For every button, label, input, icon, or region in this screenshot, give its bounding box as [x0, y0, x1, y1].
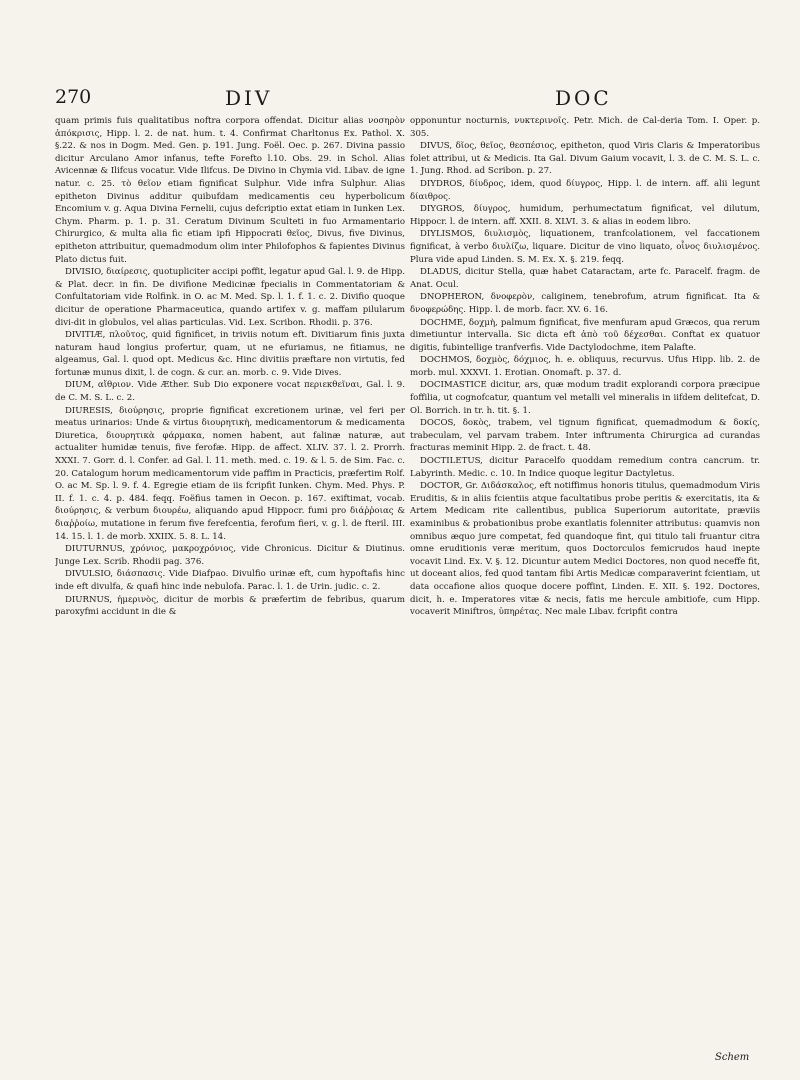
- entry-paragraph: DIYDROS, δίυδρος, idem, quod δίυγρος, Hipp. l. de intern. aff. alii legunt δίαιθρος.: [410, 178, 760, 202]
- left-column: [55, 115, 405, 1050]
- running-head-left: DIV: [225, 86, 273, 110]
- right-column: [410, 115, 760, 1050]
- entry-paragraph: DNOPHERON, δνοφερὸν, caliginem, tenebrofum, atrum fignificat. Ita & δνοφερώδης. Hipp. l. de morb. facr. XV. 6. 16.: [410, 292, 760, 315]
- entry-paragraph: DIUM, αἴθριον. Vide Æther. Sub Dio exponere vocat περιεκθεῖναι, Gal. l. 9. de C. M. S. L. c. 2.: [55, 380, 405, 404]
- entry-paragraph: DIVULSIO, διάσπασις. Vide Diafpao. Divulfio urinæ eft, cum hypoftafis hinc inde eft divulfa, & quafi hinc inde nebulofa. Parac. l. 1. de Urin. judic. c. 2.: [55, 569, 405, 592]
- entry-paragraph: DOCTOR, Gr. Διδάσκαλος, eft notiffimus honoris titulus, quemadmodum Viris Eruditis, & in aliis fcientiis atque facultatibus probe peritis & exercitatis, ita & Artem Medicam rite callentibus, publica Superiorum autoritate, præviis examinibus & probationibus probe exantlatis folenniter attributus: quamvis non omnibus æquo jure competat, fed quandoque fint, qui titulo tali fruantur citra omne eruditionis veræ meritum, quos Doctorculos femicrudos haud inepte vocavit Lind. Ex. V. §. 12. Dicuntur autem Medici Doctores, non quod neceffe fit, ut doceant alios, fed quod tantam fibi Artis Medicæ comparaverint fcientiam, ut data occafione alios quoque docere poffint, Linden. E. XII. §. 192. Doctores, dicit, h. e. Imperatores vitæ & necis, fatis me hercule ambitiofe, cum Hipp. vocaverit Miniftros, ὑπηρέτας. Nec male Libav. fcripfit contra: [410, 481, 760, 618]
- entry-paragraph: DIURNUS, ἡμερινὸς, dicitur de morbis & præfertim de febribus, quarum paroxyfmi accidunt in die &: [55, 594, 405, 618]
- entry-paragraph: DIYLISMOS, διυλισμὸς, liquationem, tranfcolationem, vel faccationem fignificat, à verbo διυλίζω, liquare. Dicitur de vino liquato, οἶνος διυλισμένος. Plura vide apud Linden. S. M. Ex. X. §. 219. feqq.: [410, 229, 760, 265]
- entry-paragraph: DOCOS, δοκὸς, trabem, vel tignum fignificat, quemadmodum & δοκίς, trabeculam, vel parvam trabem. Inter inftrumenta Chirurgica ad curandas fracturas meminit Hipp. 2. de fract. t. 48.: [410, 418, 760, 454]
- entry-paragraph: opponuntur nocturnis, νυκτερινοῖς. Petr. Mich. de Cal-deria Tom. I. Oper. p. 305.: [410, 116, 760, 139]
- entry-paragraph: DOCHME, δοχμὴ, palmum fignificat, five menfuram apud Græcos, qua rerum dimetiuntur intervalla. Sic dicta eft ἀπὸ τοῦ δέχεσθαι. Conftat ex quatuor digitis, fubintellige tranfverfis. Vide Dactylodochme, item Palafte.: [410, 317, 760, 353]
- entry-paragraph: DIURESIS, διούρησις, proprie fignificat excretionem urinæ, vel feri per meatus urinarios: Unde & virtus διουρητικὴ, medicamentorum & medicamenta Diuretica, διουρητικὰ φάρμακα, nomen habent, aut falinæ naturæ, aut actualiter humidæ tenuis, five ferofæ. Hipp. de affect. XLIV. 37. l. 2. Prorrh. XXXI. 7. Gorr. d. l. Confer. ad Gal. l. 11. meth. med. c. 19. & l. 5. de Sim. Fac. c. 20. Catalogum horum medicamentorum vide paffim in Practicis, præfertim Rolf. O. ac M. Sp. l. 9. f. 4. Egregie etiam de iis fcripfit Iunken. Chym. Med. Phys. P. II. f. 1. c. 4. p. 484. feqq. Foëfius tamen in Oecon. p. 167. exiftimat, vocab. διούρησις, & verbum διουρέω, aliquando apud Hippocr. fumi pro διάῤῥοιας & διαῤῥοίω, mutatione in ferum five ferefcentia, ferofum fieri, v. g. l. de fteril. III. 14. 15. l. 1. de morb. XXIIX. 5. 8. L. 14.: [55, 405, 405, 542]
- running-head-right: DOC: [555, 86, 612, 110]
- entry-paragraph: DOCHMOS, δοχμὸς, δόχμιος, h. e. obliquus, recurvus. Ufus Hipp. lib. 2. de morb. mul. XXXVI. 1. Erotian. Onomaft. p. 37. d.: [410, 355, 760, 378]
- entry-paragraph: DIVISIO, διαίρεσις, quotupliciter accipi poffit, legatur apud Gal. l. 9. de Hipp. & Plat. decr. in fin. De divifione Medicinæ fpecialis in Commentatoriam & Confultatoriam vide Rolfink. in O. ac M. Med. Sp. l. 1. f. 1. c. 2. Divifio quoque dicitur de operatione Pharmaceutica, quando artifex v. g. maffam pilularum divi-dit in globulos, vel alias particulas. Vid. Lex. Scribon. Rhodii. p. 376.: [55, 267, 405, 328]
- entry-paragraph: DIYGROS, δίυγρος, humidum, perhumectatum fignificat, vel dilutum, Hippocr. l. de intern. aff. XXII. 8. XLVI. 3. & alias in eodem libro.: [410, 204, 760, 227]
- entry-paragraph: DIUTURNUS, χρόνιος, μακροχρόνιος, vide Chronicus. Dicitur & Diutinus. Junge Lex. Scrib. Rhodii pag. 376.: [55, 544, 405, 567]
- entry-paragraph: DOCTILETUS, dicitur Paracelfo quoddam remedium contra cancrum. tr. Labyrinth. Medic. c. 10. In Indice quoque legitur Dactyletus.: [410, 456, 760, 479]
- entry-paragraph: DOCIMASTICE dicitur, ars, quæ modum tradit explorandi corpora præcipue foffilia, ut cognofcatur, quantum vel metalli vel mineralis in iifdem delitefcat, D. Ol. Borrich. in tr. h. tit. §. 1.: [410, 380, 760, 416]
- entry-paragraph: DLADUS, dicitur Stella, quæ habet Cataractam, arte fc. Paracelf. fragm. de Anat. Ocul.: [410, 267, 760, 290]
- page-number: 270: [55, 86, 92, 108]
- entry-paragraph: DIVUS, δῖος, θεῖος, θεσπέσιος, epitheton, quod Viris Claris & Imperatoribus folet attribui, ut & Medicis. Ita Gal. Divum Gaium vocavit, l. 3. de C. M. S. L. c. 1. Jung. Rhod. ad Scribon. p. 27.: [410, 141, 760, 177]
- entry-paragraph: DIVITIÆ, πλοῦτος, quid fignificet, in triviis notum eft. Divitiarum finis juxta naturam haud longius profertur, quam, ut ne efuriamus, ne fitiamus, ne algeamus, Gal. l. quod opt. Medicus &c. Hinc divitiis præftare non virtutis, fed fortunæ munus dixit, l. de cogn. & cur. an. morb. c. 9. Vide Dives.: [55, 330, 405, 378]
- catchword: Schem: [715, 1052, 750, 1063]
- entry-paragraph: quam primis fuis qualitatibus noftra corpora offendat. Dicitur alias νοσηρὸν ἀπόκρισις, Hipp. l. 2. de nat. hum. t. 4. Confirmat Charltonus Ex. Pathol. X. §.22. & nos in Dogm. Med. Gen. p. 191. Jung. Foël. Oec. p. 267. Divina passio dicitur Arculano Amor infanus, tefte Forefto l.10. Obs. 29. in Schol. Alias Avicennæ & Ilifcus vocatur. Vide Ilifcus. De Divino in Chymia vid. Libav. de igne natur. c. 25. τὸ θεῖον etiam fignificat Sulphur. Vide infra Sulphur. Alias epitheton Divinus additur quibufdam medicamentis ceu hyperbolicum Encomium v. g. Aqua Divina Fernelii, cujus defcriptio extat etiam in Iunken Lex. Chym. Pharm. p. 1. p. 31. Ceratum Divinum Sculteti in fuo Armamentario Chirurgico, & multa alia fic etiam ipfi Hippocrati θεῖος, Divus, five Divinus, epitheton attribuitur, quemadmodum olim inter Philofophos & fapientes Divinus Plato dictus fuit.: [55, 116, 405, 265]
- page-header: [55, 86, 760, 116]
